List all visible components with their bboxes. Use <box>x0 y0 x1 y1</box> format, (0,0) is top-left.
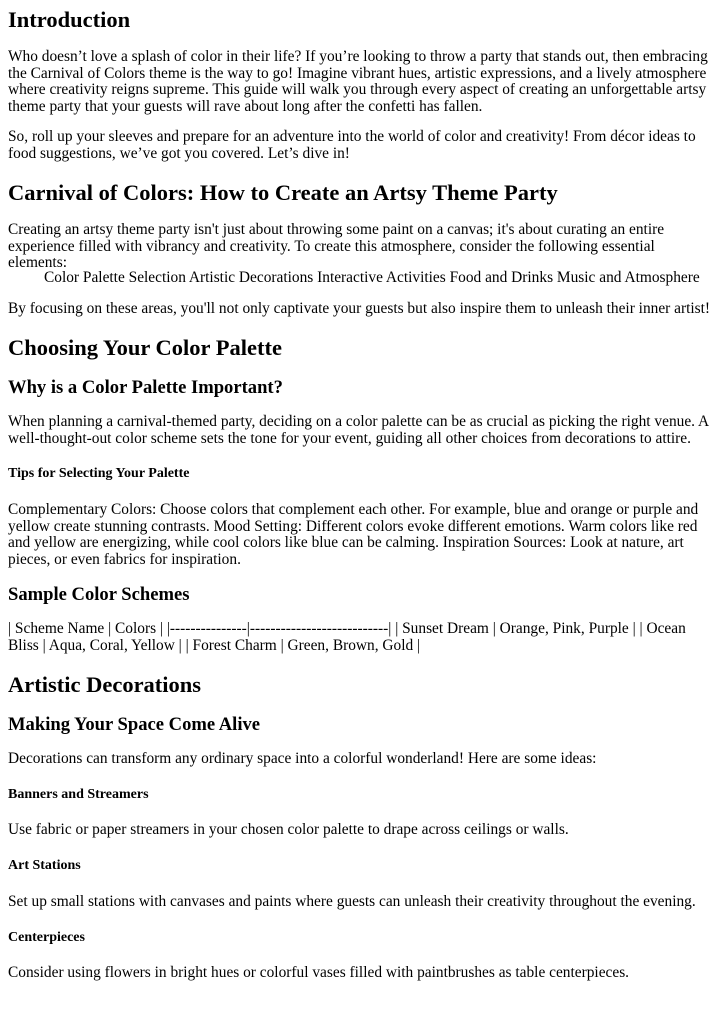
centerpieces-paragraph: Consider using flowers in bright hues or colorful vases filled with paintbrushes as table centerpieces. <box>8 964 630 981</box>
why-heading: Why is a Color Palette Important? <box>8 377 283 398</box>
banners-paragraph: Use fabric or paper streamers in your chosen color palette to drape across ceilings or walls. <box>8 821 569 838</box>
why-paragraph: When planning a carnival-themed party, deciding on a color palette can be as crucial as picking the right venue. A well-thought-out color scheme sets the tone for your event, guiding all other choices from decorations to attire. <box>8 413 709 447</box>
tips-heading: Tips for Selecting Your Palette <box>8 466 190 481</box>
banners-heading: Banners and Streamers <box>8 787 149 802</box>
alive-paragraph: Decorations can transform any ordinary space into a colorful wonderland! Here are some ideas: <box>8 750 597 767</box>
schemes-table-text: | Scheme Name | Colors | |---------------|---------------------------| | Sunset Dream | Orange, Pink, Purple | | Ocean Bliss | Aqua, Coral, Yellow | | Forest Charm | Green, Brown, Gold | <box>8 620 686 654</box>
tips-paragraph: Complementary Colors: Choose colors that complement each other. For example, blue and orange or purple and yellow create stunning contrasts. Mood Setting: Different colors evoke different emotions. Warm colors like red and yellow are energizing, while cool colors like blue can be calming. Inspiration Sources: Look at nature, art pieces, or even fabrics for inspiration. <box>8 501 699 568</box>
carnival-paragraph-1: Creating an artsy theme party isn't just about throwing some paint on a canvas; it's about curating an entire experience filled with vibrancy and creativity. To create this atmosphere, consider the following essential elements: <box>8 221 665 272</box>
decor-heading: Artistic Decorations <box>8 672 202 697</box>
intro-paragraph-1: Who doesn’t love a splash of color in their life? If you’re looking to throw a party that stands out, then embracing the Carnival of Colors theme is the way to go! Imagine vibrant hues, artistic expressions, and a lively atmosphere where creativity reigns supreme. This guide will walk you through every aspect of creating an unforgettable artsy theme party that your guests will rave about long after the confetti has fallen. <box>8 48 708 115</box>
intro-paragraph-2: So, roll up your sleeves and prepare for an adventure into the world of color and creativity! From décor ideas to food suggestions, we’ve got you covered. Let’s dive in! <box>8 128 696 162</box>
schemes-heading: Sample Color Schemes <box>8 584 190 605</box>
carnival-paragraph-2: By focusing on these areas, you'll not only captivate your guests but also inspire them to unleash their inner artist! <box>8 300 711 317</box>
stations-paragraph: Set up small stations with canvases and paints where guests can unleash their creativity throughout the evening. <box>8 893 696 910</box>
carnival-heading: Carnival of Colors: How to Create an Artsy Theme Party <box>8 180 558 205</box>
carnival-elements-list: Color Palette Selection Artistic Decorations Interactive Activities Food and Drinks Music and Atmosphere <box>44 269 700 286</box>
intro-heading: Introduction <box>8 7 131 32</box>
centerpieces-heading: Centerpieces <box>8 930 85 945</box>
stations-heading: Art Stations <box>8 858 81 873</box>
palette-heading: Choosing Your Color Palette <box>8 335 282 360</box>
alive-heading: Making Your Space Come Alive <box>8 714 261 735</box>
